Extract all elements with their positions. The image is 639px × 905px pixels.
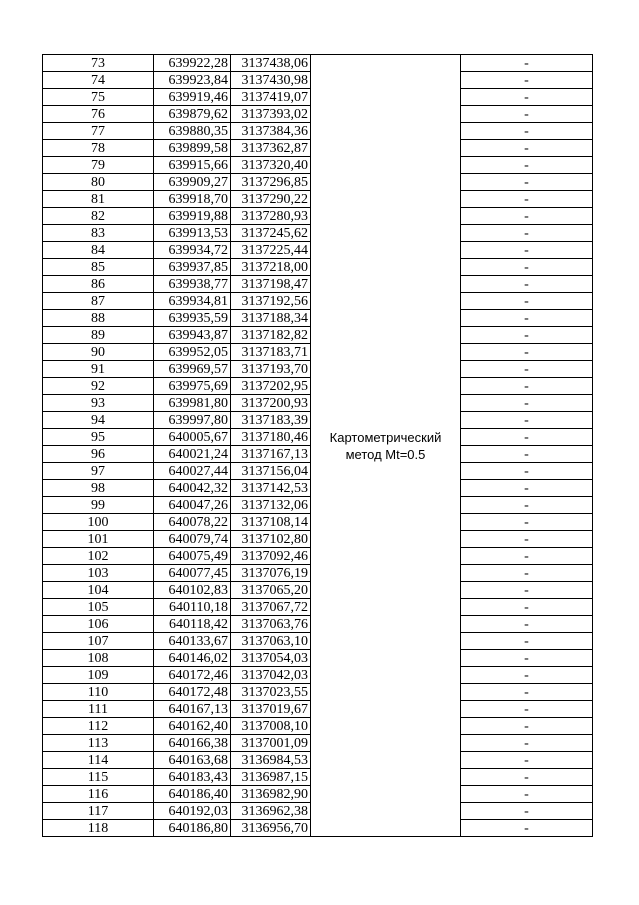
note-cell: - (461, 463, 593, 480)
y-coordinate-cell: 3137218,00 (231, 259, 311, 276)
y-coordinate-cell: 3137063,10 (231, 633, 311, 650)
x-coordinate-cell: 639879,62 (154, 106, 231, 123)
x-coordinate-cell: 640162,40 (154, 718, 231, 735)
point-number-cell: 111 (43, 701, 154, 718)
note-cell: - (461, 242, 593, 259)
x-coordinate-cell: 639899,58 (154, 140, 231, 157)
note-cell: - (461, 735, 593, 752)
x-coordinate-cell: 639952,05 (154, 344, 231, 361)
note-cell: - (461, 106, 593, 123)
point-number-cell: 92 (43, 378, 154, 395)
point-number-cell: 96 (43, 446, 154, 463)
x-coordinate-cell: 639934,81 (154, 293, 231, 310)
y-coordinate-cell: 3137430,98 (231, 72, 311, 89)
y-coordinate-cell: 3137438,06 (231, 55, 311, 72)
x-coordinate-cell: 639938,77 (154, 276, 231, 293)
note-cell: - (461, 310, 593, 327)
x-coordinate-cell: 640005,67 (154, 429, 231, 446)
note-cell: - (461, 582, 593, 599)
point-number-cell: 112 (43, 718, 154, 735)
x-coordinate-cell: 639915,66 (154, 157, 231, 174)
note-cell: - (461, 565, 593, 582)
x-coordinate-cell: 639880,35 (154, 123, 231, 140)
point-number-cell: 118 (43, 820, 154, 837)
x-coordinate-cell: 639913,53 (154, 225, 231, 242)
y-coordinate-cell: 3137142,53 (231, 480, 311, 497)
note-cell: - (461, 531, 593, 548)
note-cell: - (461, 395, 593, 412)
point-number-cell: 77 (43, 123, 154, 140)
note-cell: - (461, 123, 593, 140)
y-coordinate-cell: 3137419,07 (231, 89, 311, 106)
x-coordinate-cell: 639937,85 (154, 259, 231, 276)
point-number-cell: 83 (43, 225, 154, 242)
y-coordinate-cell: 3137193,70 (231, 361, 311, 378)
point-number-cell: 97 (43, 463, 154, 480)
y-coordinate-cell: 3137108,14 (231, 514, 311, 531)
y-coordinate-cell: 3137167,13 (231, 446, 311, 463)
x-coordinate-cell: 639969,57 (154, 361, 231, 378)
y-coordinate-cell: 3137008,10 (231, 718, 311, 735)
y-coordinate-cell: 3137182,82 (231, 327, 311, 344)
note-cell: - (461, 684, 593, 701)
note-cell: - (461, 259, 593, 276)
point-number-cell: 101 (43, 531, 154, 548)
note-cell: - (461, 446, 593, 463)
point-number-cell: 107 (43, 633, 154, 650)
point-number-cell: 89 (43, 327, 154, 344)
x-coordinate-cell: 640047,26 (154, 497, 231, 514)
x-coordinate-cell: 640167,13 (154, 701, 231, 718)
note-cell: - (461, 429, 593, 446)
note-cell: - (461, 293, 593, 310)
y-coordinate-cell: 3137076,19 (231, 565, 311, 582)
x-coordinate-cell: 639922,28 (154, 55, 231, 72)
note-cell: - (461, 599, 593, 616)
y-coordinate-cell: 3136987,15 (231, 769, 311, 786)
x-coordinate-cell: 640172,48 (154, 684, 231, 701)
y-coordinate-cell: 3137156,04 (231, 463, 311, 480)
point-number-cell: 113 (43, 735, 154, 752)
note-cell: - (461, 191, 593, 208)
y-coordinate-cell: 3137067,72 (231, 599, 311, 616)
point-number-cell: 78 (43, 140, 154, 157)
point-number-cell: 74 (43, 72, 154, 89)
x-coordinate-cell: 640186,40 (154, 786, 231, 803)
point-number-cell: 106 (43, 616, 154, 633)
point-number-cell: 85 (43, 259, 154, 276)
point-number-cell: 108 (43, 650, 154, 667)
note-cell: - (461, 667, 593, 684)
point-number-cell: 117 (43, 803, 154, 820)
y-coordinate-cell: 3136956,70 (231, 820, 311, 837)
point-number-cell: 105 (43, 599, 154, 616)
note-cell: - (461, 378, 593, 395)
point-number-cell: 115 (43, 769, 154, 786)
y-coordinate-cell: 3137180,46 (231, 429, 311, 446)
note-cell: - (461, 480, 593, 497)
x-coordinate-cell: 640110,18 (154, 599, 231, 616)
note-cell: - (461, 650, 593, 667)
coordinates-table (42, 54, 593, 837)
y-coordinate-cell: 3137296,85 (231, 174, 311, 191)
y-coordinate-cell: 3136982,90 (231, 786, 311, 803)
note-cell: - (461, 344, 593, 361)
note-cell: - (461, 55, 593, 72)
y-coordinate-cell: 3137245,62 (231, 225, 311, 242)
x-coordinate-cell: 640166,38 (154, 735, 231, 752)
point-number-cell: 104 (43, 582, 154, 599)
y-coordinate-cell: 3137023,55 (231, 684, 311, 701)
x-coordinate-cell: 640077,45 (154, 565, 231, 582)
y-coordinate-cell: 3137362,87 (231, 140, 311, 157)
y-coordinate-cell: 3137225,44 (231, 242, 311, 259)
point-number-cell: 95 (43, 429, 154, 446)
point-number-cell: 94 (43, 412, 154, 429)
note-cell: - (461, 361, 593, 378)
x-coordinate-cell: 640172,46 (154, 667, 231, 684)
x-coordinate-cell: 640075,49 (154, 548, 231, 565)
x-coordinate-cell: 640042,32 (154, 480, 231, 497)
x-coordinate-cell: 640118,42 (154, 616, 231, 633)
x-coordinate-cell: 639981,80 (154, 395, 231, 412)
point-number-cell: 103 (43, 565, 154, 582)
y-coordinate-cell: 3137198,47 (231, 276, 311, 293)
x-coordinate-cell: 640021,24 (154, 446, 231, 463)
x-coordinate-cell: 639919,46 (154, 89, 231, 106)
point-number-cell: 109 (43, 667, 154, 684)
x-coordinate-cell: 640183,43 (154, 769, 231, 786)
x-coordinate-cell: 639918,70 (154, 191, 231, 208)
y-coordinate-cell: 3137102,80 (231, 531, 311, 548)
x-coordinate-cell: 639935,59 (154, 310, 231, 327)
x-coordinate-cell: 640079,74 (154, 531, 231, 548)
y-coordinate-cell: 3137320,40 (231, 157, 311, 174)
y-coordinate-cell: 3136962,38 (231, 803, 311, 820)
note-cell: - (461, 616, 593, 633)
y-coordinate-cell: 3137042,03 (231, 667, 311, 684)
y-coordinate-cell: 3137290,22 (231, 191, 311, 208)
y-coordinate-cell: 3137001,09 (231, 735, 311, 752)
note-cell: - (461, 327, 593, 344)
note-cell: - (461, 718, 593, 735)
point-number-cell: 76 (43, 106, 154, 123)
point-number-cell: 84 (43, 242, 154, 259)
x-coordinate-cell: 639919,88 (154, 208, 231, 225)
x-coordinate-cell: 639934,72 (154, 242, 231, 259)
note-cell: - (461, 140, 593, 157)
point-number-cell: 80 (43, 174, 154, 191)
y-coordinate-cell: 3137183,39 (231, 412, 311, 429)
point-number-cell: 102 (43, 548, 154, 565)
note-cell: - (461, 225, 593, 242)
point-number-cell: 81 (43, 191, 154, 208)
y-coordinate-cell: 3136984,53 (231, 752, 311, 769)
method-cell: Картометрический метод Mt=0.5 (311, 55, 461, 837)
y-coordinate-cell: 3137200,93 (231, 395, 311, 412)
y-coordinate-cell: 3137132,06 (231, 497, 311, 514)
point-number-cell: 90 (43, 344, 154, 361)
x-coordinate-cell: 639975,69 (154, 378, 231, 395)
point-number-cell: 110 (43, 684, 154, 701)
note-cell: - (461, 276, 593, 293)
note-cell: - (461, 174, 593, 191)
x-coordinate-cell: 639909,27 (154, 174, 231, 191)
y-coordinate-cell: 3137393,02 (231, 106, 311, 123)
point-number-cell: 99 (43, 497, 154, 514)
x-coordinate-cell: 640163,68 (154, 752, 231, 769)
x-coordinate-cell: 640078,22 (154, 514, 231, 531)
note-cell: - (461, 157, 593, 174)
note-cell: - (461, 633, 593, 650)
note-cell: - (461, 803, 593, 820)
note-cell: - (461, 412, 593, 429)
table-row (43, 55, 593, 72)
point-number-cell: 79 (43, 157, 154, 174)
y-coordinate-cell: 3137192,56 (231, 293, 311, 310)
point-number-cell: 82 (43, 208, 154, 225)
y-coordinate-cell: 3137063,76 (231, 616, 311, 633)
note-cell: - (461, 701, 593, 718)
point-number-cell: 93 (43, 395, 154, 412)
x-coordinate-cell: 640192,03 (154, 803, 231, 820)
point-number-cell: 88 (43, 310, 154, 327)
x-coordinate-cell: 640146,02 (154, 650, 231, 667)
y-coordinate-cell: 3137019,67 (231, 701, 311, 718)
point-number-cell: 86 (43, 276, 154, 293)
y-coordinate-cell: 3137065,20 (231, 582, 311, 599)
note-cell: - (461, 72, 593, 89)
note-cell: - (461, 769, 593, 786)
note-cell: - (461, 820, 593, 837)
y-coordinate-cell: 3137384,36 (231, 123, 311, 140)
y-coordinate-cell: 3137183,71 (231, 344, 311, 361)
y-coordinate-cell: 3137188,34 (231, 310, 311, 327)
x-coordinate-cell: 640027,44 (154, 463, 231, 480)
note-cell: - (461, 786, 593, 803)
point-number-cell: 73 (43, 55, 154, 72)
note-cell: - (461, 497, 593, 514)
x-coordinate-cell: 640102,83 (154, 582, 231, 599)
note-cell: - (461, 752, 593, 769)
note-cell: - (461, 514, 593, 531)
x-coordinate-cell: 640133,67 (154, 633, 231, 650)
point-number-cell: 98 (43, 480, 154, 497)
point-number-cell: 114 (43, 752, 154, 769)
x-coordinate-cell: 639997,80 (154, 412, 231, 429)
point-number-cell: 100 (43, 514, 154, 531)
note-cell: - (461, 208, 593, 225)
note-cell: - (461, 89, 593, 106)
y-coordinate-cell: 3137202,95 (231, 378, 311, 395)
x-coordinate-cell: 639923,84 (154, 72, 231, 89)
x-coordinate-cell: 639943,87 (154, 327, 231, 344)
y-coordinate-cell: 3137280,93 (231, 208, 311, 225)
point-number-cell: 75 (43, 89, 154, 106)
x-coordinate-cell: 640186,80 (154, 820, 231, 837)
coordinates-table-body (43, 55, 593, 837)
y-coordinate-cell: 3137054,03 (231, 650, 311, 667)
y-coordinate-cell: 3137092,46 (231, 548, 311, 565)
note-cell: - (461, 548, 593, 565)
point-number-cell: 116 (43, 786, 154, 803)
point-number-cell: 87 (43, 293, 154, 310)
point-number-cell: 91 (43, 361, 154, 378)
